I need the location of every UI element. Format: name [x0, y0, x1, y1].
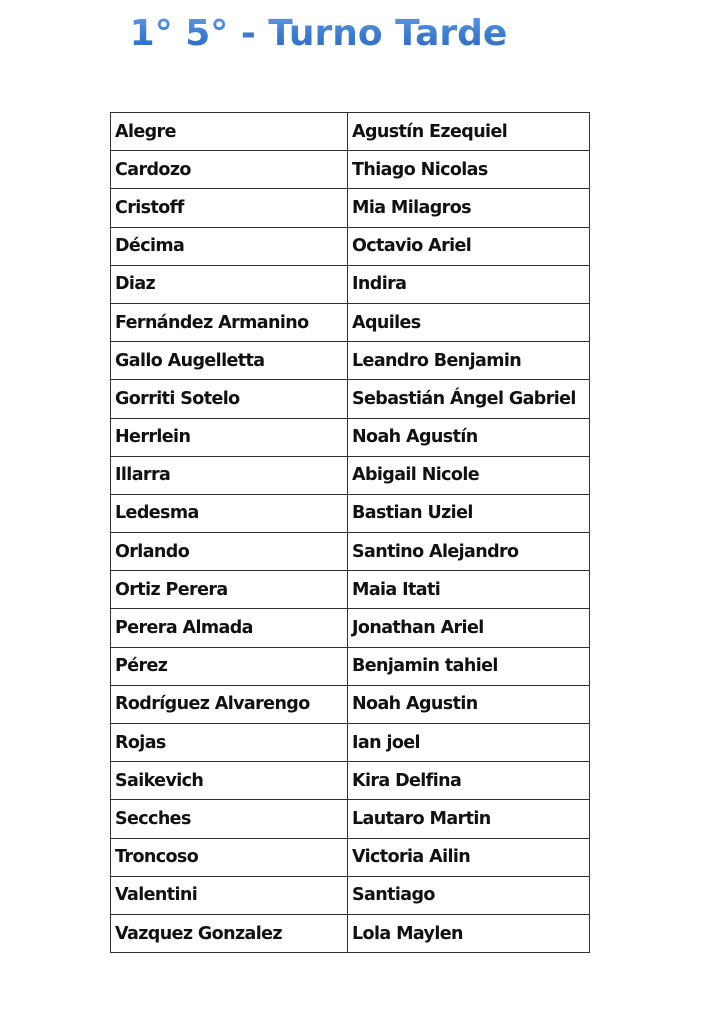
surname-cell: Gorriti Sotelo: [111, 380, 348, 418]
surname-cell: Rojas: [111, 724, 348, 762]
given-name-cell: Agustín Ezequiel: [348, 113, 590, 151]
given-name-cell: Santiago: [348, 876, 590, 914]
given-name-cell: Noah Agustin: [348, 685, 590, 723]
surname-cell: Diaz: [111, 265, 348, 303]
given-name-cell: Indira: [348, 265, 590, 303]
surname-cell: Secches: [111, 800, 348, 838]
given-name-cell: Mia Milagros: [348, 189, 590, 227]
table-row: [111, 113, 590, 151]
table-row: [111, 762, 590, 800]
student-roster-table: [110, 112, 590, 953]
table-row: [111, 533, 590, 571]
surname-cell: Cristoff: [111, 189, 348, 227]
surname-cell: Fernández Armanino: [111, 303, 348, 341]
surname-cell: Orlando: [111, 533, 348, 571]
given-name-cell: Lola Maylen: [348, 914, 590, 952]
table-row: [111, 418, 590, 456]
table-row: [111, 571, 590, 609]
given-name-cell: Abigail Nicole: [348, 456, 590, 494]
table-row: [111, 265, 590, 303]
given-name-cell: Leandro Benjamin: [348, 342, 590, 380]
given-name-cell: Thiago Nicolas: [348, 151, 590, 189]
given-name-cell: Noah Agustín: [348, 418, 590, 456]
given-name-cell: Ian joel: [348, 724, 590, 762]
table-row: [111, 456, 590, 494]
table-row: [111, 876, 590, 914]
table-row: [111, 838, 590, 876]
surname-cell: Illarra: [111, 456, 348, 494]
table-row: [111, 342, 590, 380]
surname-cell: Ledesma: [111, 494, 348, 532]
given-name-cell: Jonathan Ariel: [348, 609, 590, 647]
table-row: [111, 151, 590, 189]
given-name-cell: Lautaro Martin: [348, 800, 590, 838]
surname-cell: Troncoso: [111, 838, 348, 876]
surname-cell: Pérez: [111, 647, 348, 685]
given-name-cell: Kira Delfina: [348, 762, 590, 800]
given-name-cell: Aquiles: [348, 303, 590, 341]
table-row: [111, 685, 590, 723]
given-name-cell: Victoria Ailin: [348, 838, 590, 876]
roster-body: [111, 113, 590, 953]
page-title: 1° 5° - Turno Tarde: [0, 8, 637, 60]
table-row: [111, 724, 590, 762]
given-name-cell: Maia Itati: [348, 571, 590, 609]
table-row: [111, 647, 590, 685]
surname-cell: Valentini: [111, 876, 348, 914]
table-row: [111, 189, 590, 227]
surname-cell: Gallo Augelletta: [111, 342, 348, 380]
surname-cell: Alegre: [111, 113, 348, 151]
surname-cell: Décima: [111, 227, 348, 265]
surname-cell: Perera Almada: [111, 609, 348, 647]
table-row: [111, 914, 590, 952]
table-row: [111, 380, 590, 418]
surname-cell: Saikevich: [111, 762, 348, 800]
surname-cell: Ortiz Perera: [111, 571, 348, 609]
surname-cell: Rodríguez Alvarengo: [111, 685, 348, 723]
given-name-cell: Octavio Ariel: [348, 227, 590, 265]
given-name-cell: Santino Alejandro: [348, 533, 590, 571]
table-row: [111, 494, 590, 532]
given-name-cell: Benjamin tahiel: [348, 647, 590, 685]
surname-cell: Cardozo: [111, 151, 348, 189]
table-row: [111, 227, 590, 265]
table-row: [111, 609, 590, 647]
surname-cell: Vazquez Gonzalez: [111, 914, 348, 952]
given-name-cell: Bastian Uziel: [348, 494, 590, 532]
table-row: [111, 303, 590, 341]
given-name-cell: Sebastián Ángel Gabriel: [348, 380, 590, 418]
table-row: [111, 800, 590, 838]
surname-cell: Herrlein: [111, 418, 348, 456]
